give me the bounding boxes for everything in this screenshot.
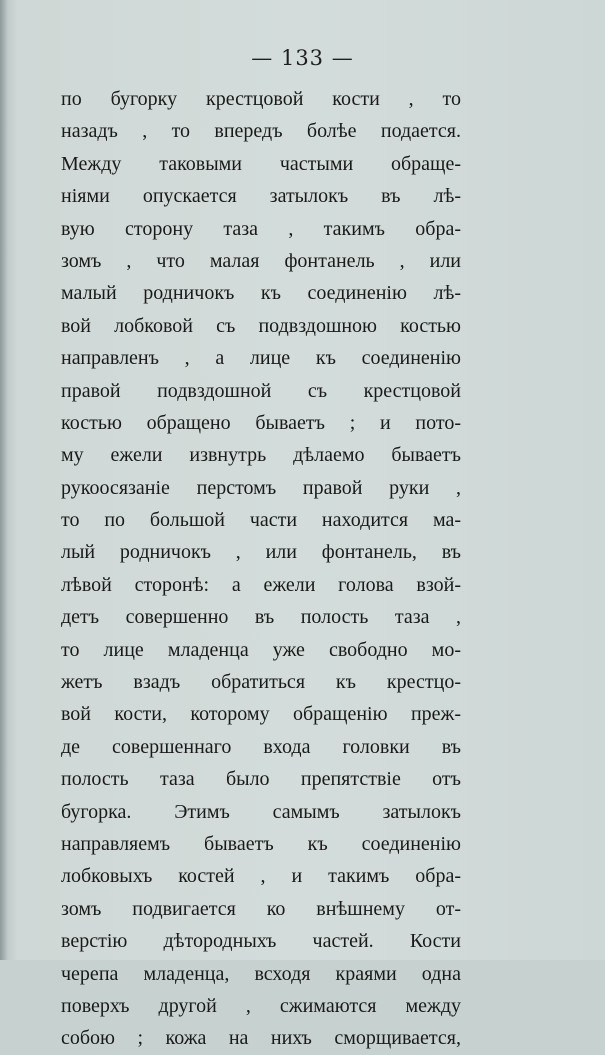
text-line: лый родничокъ , или фонтанель, въ [61, 541, 461, 564]
text-line: Между таковыми частыми обраще- [61, 152, 461, 175]
text-line: направляемъ бываетъ къ соединенiю [61, 832, 461, 855]
text-line: малый родничокъ къ соединенiю лѣ- [61, 282, 461, 305]
page-spine-shadow [0, 0, 8, 960]
text-line: нiями опускается затылокъ въ лѣ- [61, 185, 461, 208]
text-line: назадъ , то впередъ болѣе подается. [61, 120, 461, 143]
text-line: лобковыхъ костей , и такимъ обра- [61, 865, 461, 888]
text-line: лѣвой сторонѣ: а ежели голова взой- [61, 573, 461, 596]
text-line: поверхъ другой , сжимаются между [61, 994, 461, 1017]
text-line: полость таза было препятствiе отъ [61, 768, 461, 791]
body-text [61, 83, 461, 1055]
page-number: — 133 — [251, 46, 354, 70]
text-line: черепа младенца, всходя краями одна [61, 962, 461, 985]
text-line: бугорка. Этимъ самымъ затылокъ [61, 800, 461, 823]
text-line: костью обращено бываетъ ; и пото- [61, 411, 461, 434]
text-line: по бугорку крестцовой кости , то [61, 88, 461, 110]
text-line: жетъ взадъ обратиться къ крестцо- [61, 671, 461, 694]
text-line: вой лобковой съ подвздошною костью [61, 314, 461, 337]
text-line: де совершеннаго входа головки въ [61, 735, 461, 758]
text-line: то по большой части находится ма- [61, 509, 461, 532]
text-line: правой подвздошной съ крестцовой [61, 379, 461, 402]
text-line: вую сторону таза , такимъ обра- [61, 217, 461, 240]
text-line: то лице младенца уже свободно мо- [61, 638, 461, 661]
text-line: зомъ , что малая фонтанель , или [61, 249, 461, 272]
text-line: детъ совершенно въ полость таза , [61, 606, 461, 629]
text-line: направленъ , а лице къ соединенiю [61, 347, 461, 370]
text-line: верстiю дѣтородныхъ частей. Кости [61, 930, 461, 953]
text-line: зомъ подвигается ко внѣшнему от- [61, 897, 461, 920]
text-line: рукоосязанiе перстомъ правой руки , [61, 476, 461, 499]
text-line: вой кости, которому обращенiю преж- [61, 703, 461, 726]
text-line: му ежели извнутрь дѣлаемо бываетъ [61, 444, 461, 467]
text-line: собою ; кожа на нихъ сморщивается, [61, 1027, 461, 1050]
